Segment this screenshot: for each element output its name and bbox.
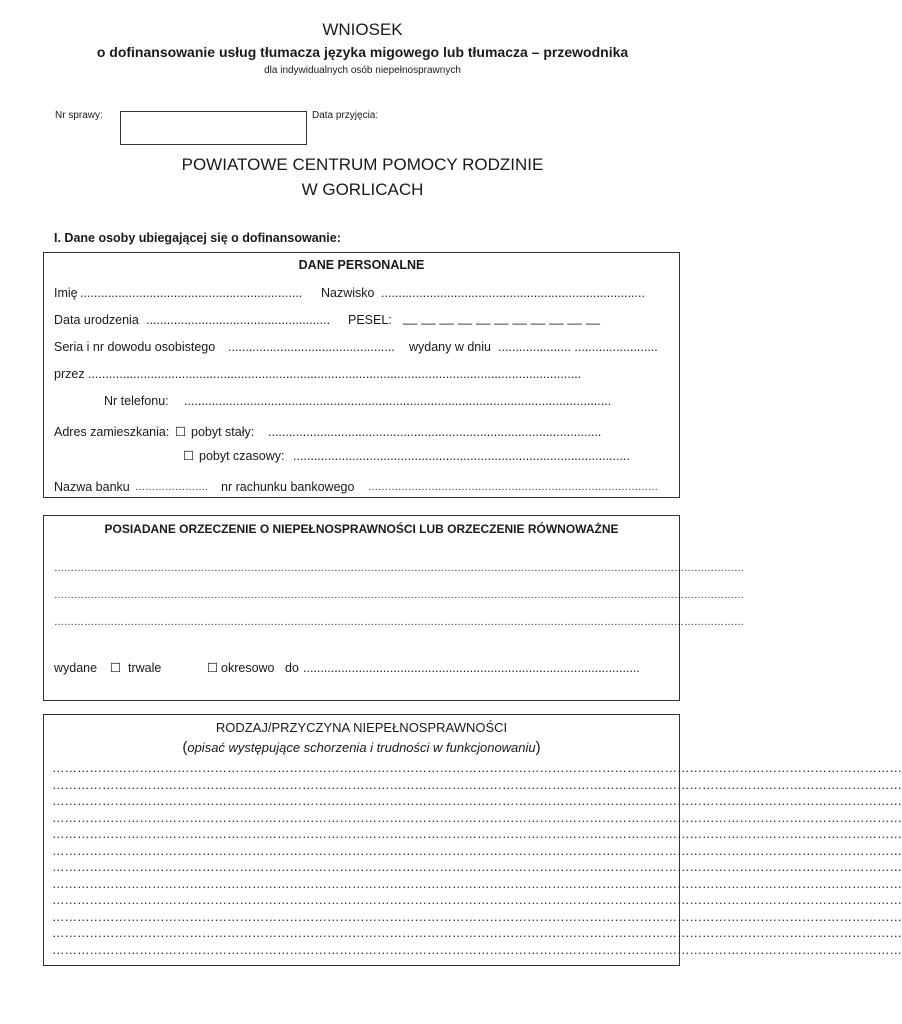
bank-name-label: Nazwa banku: [54, 480, 130, 494]
section-heading-personal: I. Dane osoby ubiegającej się o dofinansowanie:: [54, 231, 341, 245]
phone-field[interactable]: ...........................................................................................................................: [184, 394, 612, 408]
id-card-field[interactable]: ................................................: [228, 340, 395, 354]
cause-line[interactable]: ……………………………………………………………………………………………………………………………………………………………………………………: [52, 909, 902, 924]
birth-date-label: Data urodzenia: [54, 313, 139, 327]
first-name-label: Imię: [54, 286, 78, 300]
address-label: Adres zamieszkania:: [54, 425, 170, 439]
permanent-checkbox[interactable]: ☐: [175, 425, 187, 439]
case-number-label: Nr sprawy:: [55, 110, 103, 121]
temporary-label: pobyt czasowy:: [199, 449, 285, 463]
form-title: WNIOSEK: [322, 20, 403, 39]
disability-cause-hint: [43, 739, 680, 756]
certificate-line[interactable]: ………………………………………………………………………………………………………………………………………………………………………………………: [54, 590, 744, 601]
valid-until-field[interactable]: .................................................................................................: [303, 661, 640, 675]
account-field[interactable]: ……………………………………………………………………………: [368, 482, 658, 493]
office-city: W GORLICACH: [301, 180, 424, 199]
last-name-label: Nazwisko: [321, 286, 375, 300]
bank-name-field[interactable]: ………………….: [135, 482, 208, 493]
temporary-address-field[interactable]: .................................................................................................: [293, 449, 630, 463]
permanent-certificate-checkbox[interactable]: ☐: [110, 661, 122, 675]
permanent-address-field[interactable]: ................................................................................................: [268, 425, 602, 439]
hint-open-paren: (: [182, 739, 188, 756]
cause-line[interactable]: ……………………………………………………………………………………………………………………………………………………………………………………: [52, 926, 902, 940]
cause-line[interactable]: ……………………………………………………………………………………………………………………………………………………………………………………: [52, 860, 902, 874]
issued-by-field[interactable]: ..............................................................................................................................................: [88, 367, 582, 381]
certificate-line[interactable]: ………………………………………………………………………………………………………………………………………………………………………………………: [54, 617, 744, 628]
pesel-label: PESEL:: [348, 313, 392, 327]
personal-data-title: DANE PERSONALNE: [298, 258, 425, 272]
temporary-checkbox[interactable]: ☐: [183, 449, 195, 463]
certificate-issued-label: wydane: [54, 661, 98, 675]
certificate-line[interactable]: ………………………………………………………………………………………………………………………………………………………………………………………: [54, 563, 744, 574]
cause-line[interactable]: ……………………………………………………………………………………………………………………………………………………………………………………: [52, 761, 902, 775]
first-name-field[interactable]: ................................................................: [80, 286, 303, 300]
id-card-label: Seria i nr dowodu osobistego: [54, 340, 216, 354]
hint-text: opisać występujące schorzenia i trudności w funkcjonowaniu: [187, 740, 536, 755]
form-note: dla indywidualnych osób niepełnosprawnych: [264, 65, 461, 76]
case-number-field[interactable]: [120, 111, 307, 145]
birth-date-field[interactable]: .....................................................: [146, 313, 331, 327]
last-name-field[interactable]: ............................................................................: [381, 286, 645, 300]
disability-certificate-title: POSIADANE ORZECZENIE O NIEPEŁNOSPRAWNOŚCI LUB ORZECZENIE RÓWNOWAŻNE: [104, 522, 619, 536]
cause-line[interactable]: ……………………………………………………………………………………………………………………………………………………………………………………: [52, 794, 902, 808]
pesel-field[interactable]: __ __ __ __ __ __ __ __ __ __ __: [403, 311, 601, 325]
office-name: POWIATOWE CENTRUM POMOCY RODZINIE: [181, 155, 544, 174]
received-date-label: Data przyjęcia:: [312, 110, 379, 121]
phone-label: Nr telefonu:: [104, 394, 169, 408]
issued-by-label: przez: [54, 367, 85, 381]
temporary-certificate-label: okresowo: [221, 661, 275, 675]
permanent-certificate-label: trwale: [128, 661, 162, 675]
cause-line[interactable]: ……………………………………………………………………………………………………………………………………………………………………………………: [52, 843, 902, 858]
issued-date-label: wydany w dniu: [409, 340, 491, 354]
disability-cause-title: RODZAJ/PRZYCZYNA NIEPEŁNOSPRAWNOŚCI: [215, 720, 508, 735]
temporary-certificate-checkbox[interactable]: ☐: [207, 661, 219, 675]
cause-line[interactable]: ……………………………………………………………………………………………………………………………………………………………………………………: [52, 810, 902, 825]
hint-close-paren: ): [535, 739, 541, 756]
cause-line[interactable]: ……………………………………………………………………………………………………………………………………………………………………………………: [52, 777, 902, 792]
form-subtitle: o dofinansowanie usług tłumacza języka migowego lub tłumacza – przewodnika: [96, 44, 629, 60]
cause-line[interactable]: ……………………………………………………………………………………………………………………………………………………………………………………: [52, 942, 902, 957]
cause-line[interactable]: ……………………………………………………………………………………………………………………………………………………………………………………: [52, 827, 902, 841]
permanent-label: pobyt stały:: [191, 425, 255, 439]
issued-date-field[interactable]: ..................... ........................: [498, 340, 658, 354]
valid-until-label: do: [285, 661, 299, 675]
account-label: nr rachunku bankowego: [221, 480, 355, 494]
cause-line[interactable]: ……………………………………………………………………………………………………………………………………………………………………………………: [52, 893, 902, 907]
cause-line[interactable]: ……………………………………………………………………………………………………………………………………………………………………………………: [52, 876, 902, 891]
